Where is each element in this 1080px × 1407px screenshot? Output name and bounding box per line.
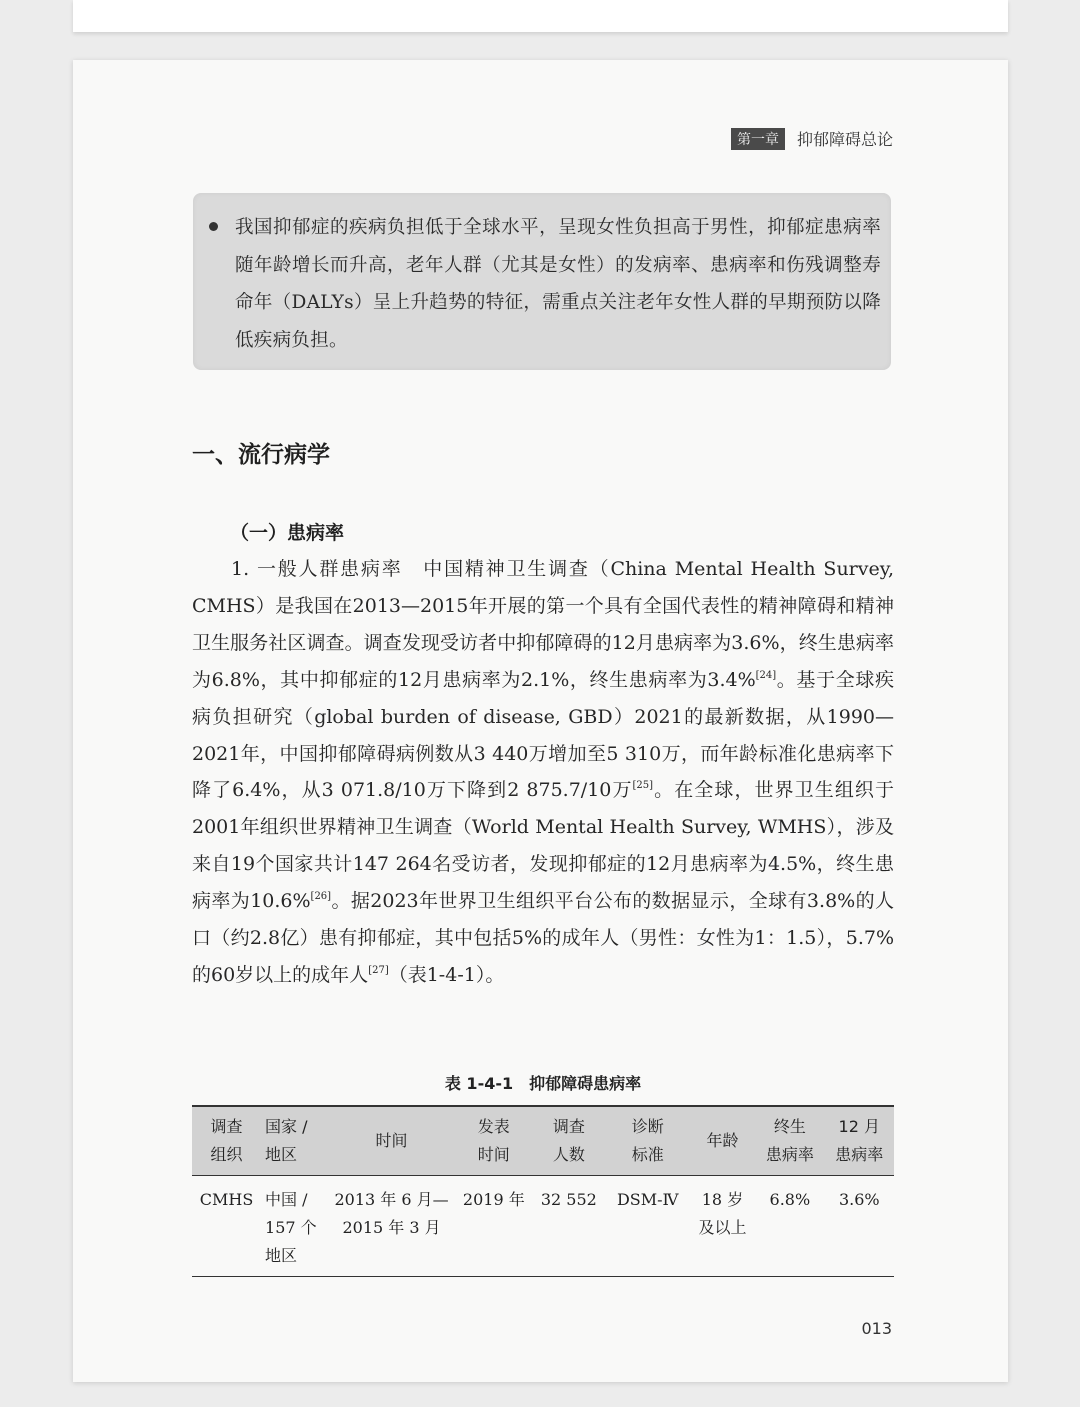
subsection-title: （一）患病率 [230, 522, 345, 544]
cell-age: 18 岁 及以上 [698, 1190, 747, 1237]
header-lifetime: 终生 患病率 [765, 1117, 814, 1164]
cell-lifetime: 6.8% [769, 1190, 811, 1209]
cell-criteria: DSM-Ⅳ [616, 1190, 679, 1209]
body-text-2: 。基于全球疾病负担研究（global burden of disease, GBD）2021的最新数据，从1990—2021年，中国抑郁障碍病例数从3 440万增加至5 310万，而年龄标准化患病率下降了6.4%，从3 071.8/10万下降到2 875.7/10万 [192, 668, 894, 802]
body-paragraph [192, 551, 894, 994]
citation-25: [25] [632, 780, 654, 792]
body-text-3: 。在全球，世界卫生组织于2001年组织世界精神卫生调查（World Mental Health Survey, WMHS），涉及来自19个国家共计147 264名受访者，发现抑郁症的12月患病率为4.5%，终生患病率为10.6% [192, 779, 894, 913]
chapter-tag: 第一章 [731, 128, 785, 150]
cell-org: CMHS [199, 1190, 254, 1209]
header-sample-size: 调查 人数 [552, 1117, 585, 1164]
section-title: 一、流行病学 [192, 442, 330, 468]
header-time: 时间 [375, 1131, 408, 1150]
header-org: 调查 组织 [210, 1117, 243, 1164]
table-header-row [192, 1106, 894, 1176]
table-caption: 表 1-4-1 抑郁障碍患病率 [444, 1074, 642, 1093]
prevalence-table [192, 1105, 894, 1277]
header-criteria: 诊断 标准 [631, 1117, 664, 1164]
table-row [192, 1176, 894, 1277]
book-page [73, 60, 1008, 1382]
citation-26: [26] [310, 891, 332, 903]
key-point-callout [193, 193, 891, 370]
body-text-4: 。据2023年世界卫生组织平台公布的数据显示，全球有3.8%的人口（约2.8亿）患有抑郁症，其中包括5%的成年人（男性：女性为1：1.5），5.7%的60岁以上的成年人 [192, 890, 894, 986]
cell-time: 2013 年 6 月— 2015 年 3 月 [334, 1190, 449, 1237]
cell-pub-date: 2019 年 [462, 1190, 525, 1209]
callout-text: 我国抑郁症的疾病负担低于全球水平，呈现女性负担高于男性，抑郁症患病率随年龄增长而升高，老年人群（尤其是女性）的发病率、患病率和伤残调整寿命年（DALYs）呈上升趋势的特征，需重点关注老年女性人群的早期预防以降低疾病负担。 [235, 217, 881, 351]
previous-page-edge [73, 0, 1008, 32]
cell-12-month: 3.6% [838, 1190, 880, 1209]
body-text-1: 1. 一般人群患病率 中国精神卫生调查（China Mental Health Survey, CMHS）是我国在2013—2015年开展的第一个具有全国代表性的精神障碍和精神卫生服务社区调查。调查发现受访者中抑郁障碍的12月患病率为3.6%，终生患病率为6.8%，其中抑郁症的12月患病率为2.1%，终生患病率为3.4% [192, 558, 894, 691]
body-text-5: （表1-4-1）。 [388, 963, 505, 986]
cell-sample-size: 32 552 [540, 1190, 597, 1209]
cell-country: 中国 / 157 个 地区 [265, 1190, 317, 1265]
running-head [731, 127, 893, 150]
chapter-title: 抑郁障碍总论 [796, 130, 893, 149]
header-12-month: 12 月 患病率 [835, 1117, 884, 1164]
citation-24: [24] [755, 669, 777, 681]
header-age: 年龄 [706, 1131, 739, 1150]
bullet-icon [209, 222, 218, 231]
header-pub-date: 发表 时间 [477, 1117, 510, 1164]
citation-27: [27] [368, 964, 389, 976]
header-country: 国家 / 地区 [265, 1117, 308, 1164]
page-number: 013 [861, 1319, 892, 1338]
